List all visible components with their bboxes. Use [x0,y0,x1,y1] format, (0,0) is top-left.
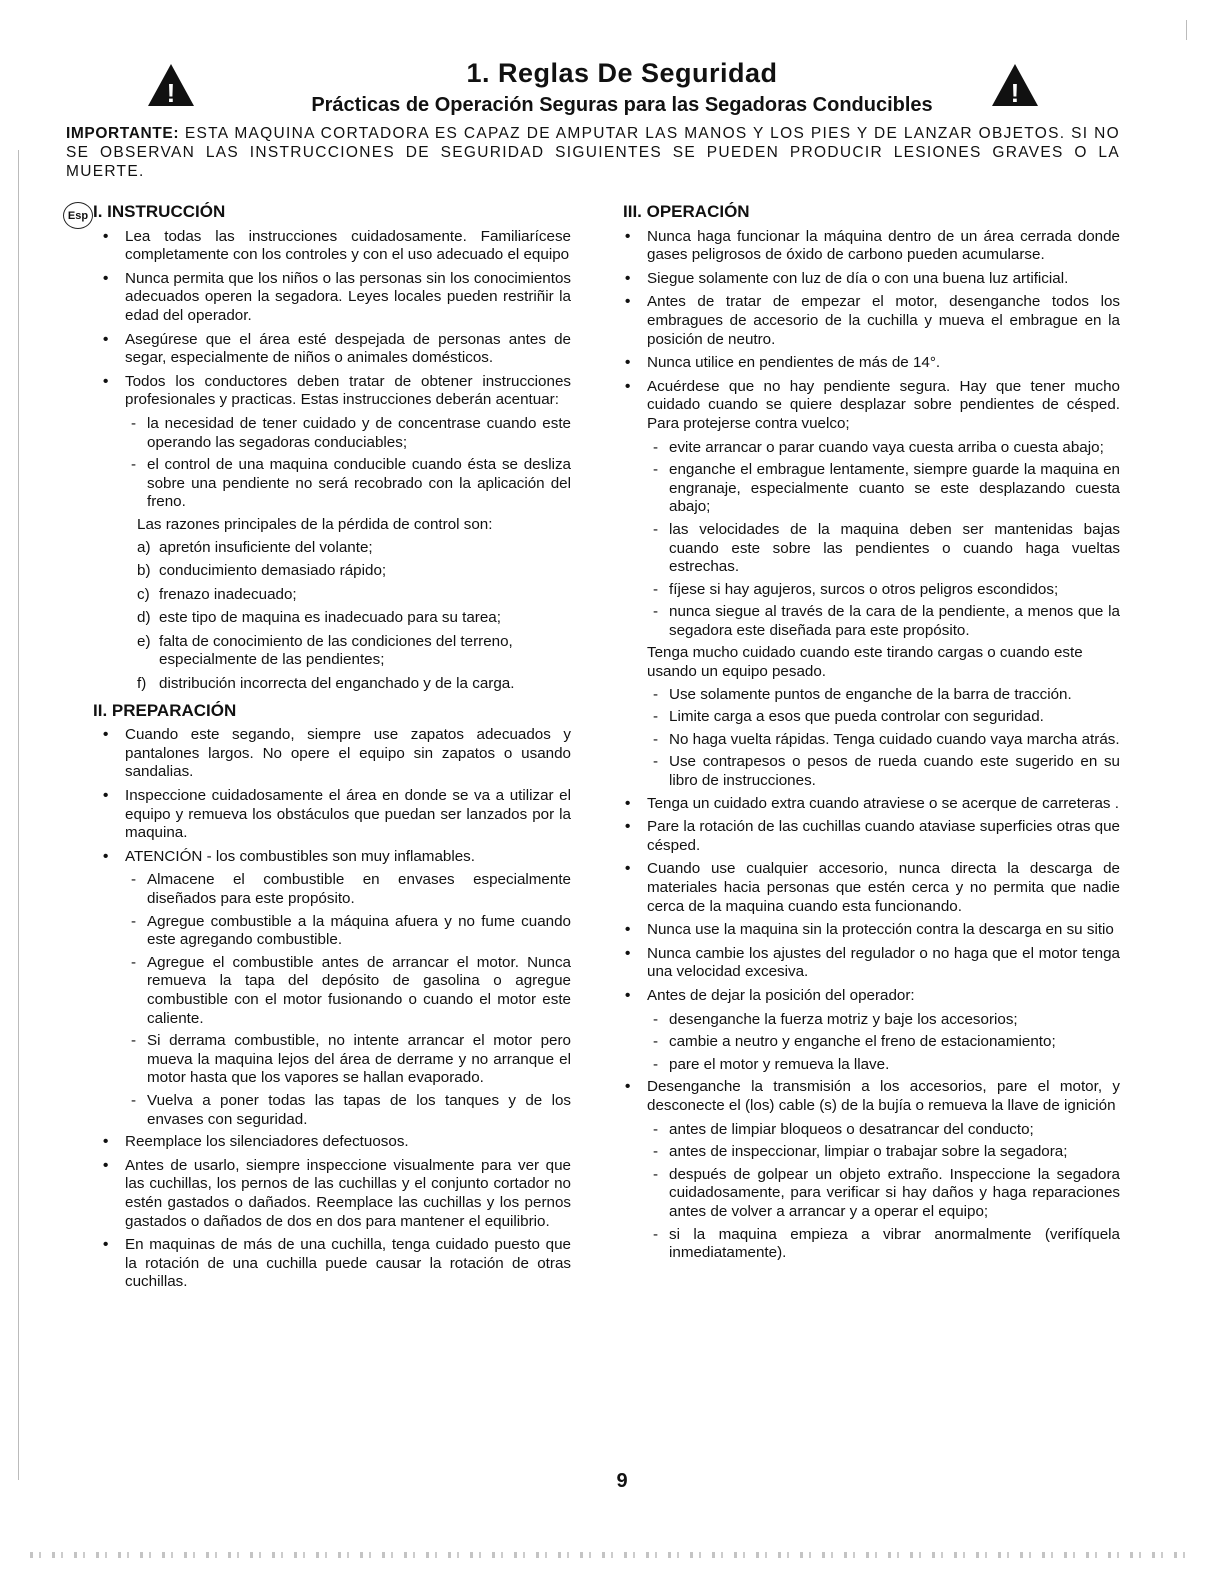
sub-item-text: Limite carga a esos que pueda controlar con seguridad. [669,708,1044,726]
bullet: • [625,377,631,395]
list-item [101,1133,571,1152]
caution-note: Tenga mucho cuidado cuando este tirando cargas o cuando este usando un equipo pesado. [647,644,1083,681]
section-heading-operacion: III. OPERACIÓN [623,202,750,221]
sub-item-text: la necesidad de tener cuidado y de concentrase cuando este operando las segadoras conduciables; [147,414,571,451]
sub-item [645,731,1120,750]
sub-item-text: evite arrancar o parar cuando vaya cuesta arriba o cuesta abajo; [669,438,1104,456]
list-item [101,848,571,867]
dash: - [653,461,659,479]
sub-item [645,1166,1120,1222]
sub-item-text: las velocidades de la maquina deben ser mantenidas bajas cuando este sobre las pendientes o cuando haga vueltas estrechas. [669,520,1120,576]
sub-item [123,871,571,908]
list-item [623,987,1120,1006]
sub-item-text: Si derrama combustible, no intente arrancar el motor pero mueva la maquina lejos del área de derrame y no arranque el motor hasta que los vapores se hallan evaporado. [147,1032,571,1087]
dash: - [131,1032,137,1050]
item-text: Tenga un cuidado extra cuando atraviese o se acerque de carreteras . [647,794,1119,812]
item-text: Inspeccione cuidadosamente el área en donde se va a utilizar el equipo y remueva los obstáculos que puedan ser lanzados por la maquina. [125,787,571,842]
sub-item [645,521,1120,577]
page-title: 1. Reglas De Seguridad [466,58,778,88]
sub-item [645,1143,1120,1162]
sub-item-text: Use solamente puntos de enganche de la barra de tracción. [669,685,1072,703]
dash: - [131,456,137,474]
sub-item-text: cambie a neutro y enganche el freno de estacionamiento; [669,1033,1056,1051]
scan-artifact [30,1552,1190,1558]
dash: - [653,1225,659,1243]
list-item [623,293,1120,349]
letter-mark: d) [137,609,151,627]
bullet: • [103,269,109,287]
dash: - [653,685,659,703]
left-column [93,202,571,1297]
bullet: • [625,293,631,311]
lettered-item [137,586,571,605]
list-item [623,795,1120,814]
important-text: ESTA MAQUINA CORTADORA ES CAPAZ DE AMPUTAR LAS MANOS Y LOS PIES Y DE LANZAR OBJETOS. SI NO SE OBSERVAN LAS INSTRUCCIONES DE SEGURIDAD SIGUIENTES SE PUEDEN PRODUCIR LESIONES GRAVES O LA MUERTE. [66,125,1120,180]
bullet: • [625,818,631,836]
reasons-intro: Las razones principales de la pérdida de control son: [137,515,493,533]
item-text: Acuérdese que no hay pendiente segura. Hay que tener mucho cuidado cuando se quiere desplazar sobre pendientes de césped. Para protejerse contra vuelco; [647,377,1120,432]
bullet: • [625,944,631,962]
sub-item [645,753,1120,790]
sub-item [645,1011,1120,1030]
sub-item-text: Vuelva a poner todas las tapas de los tanques y de los envases con seguridad. [147,1091,571,1128]
dash: - [653,603,659,621]
scan-edge-mark [1186,20,1187,40]
sub-item [645,708,1120,727]
dash: - [653,1120,659,1138]
lettered-item [137,675,571,694]
language-badge: Esp [63,202,93,229]
list-item [623,860,1120,916]
item-text: Siegue solamente con luz de día o con una buena luz artificial. [647,269,1069,287]
bullet: • [625,1078,631,1096]
sub-item-text: antes de limpiar bloqueos o desatrancar del conducto; [669,1120,1034,1138]
list-item [101,270,571,326]
bullet: • [625,269,631,287]
section-heading-preparacion: II. PREPARACIÓN [93,700,237,720]
sub-item [123,913,571,950]
dash: - [131,871,137,889]
sub-item [645,461,1120,517]
bullet: • [103,847,109,865]
bullet: • [103,787,109,805]
list-item [101,228,571,265]
sub-item [645,603,1120,640]
lettered-item [137,562,571,581]
scan-edge-line [18,150,19,1480]
dash: - [131,414,137,432]
lettered-item [137,609,571,628]
bullet: • [103,1133,109,1151]
item-text: Pare la rotación de las cuchillas cuando ataviase superficies otras que césped. [647,818,1120,854]
dash: - [653,1055,659,1073]
letter-text: distribución incorrecta del enganchado y de la carga. [159,675,515,693]
sub-item-text: si la maquina empieza a vibrar anormalmente (verifíquela inmediatamente). [669,1225,1120,1262]
letter-mark: b) [137,562,151,580]
dash: - [653,730,659,748]
list-item [623,270,1120,289]
sub-item-text: enganche el embrague lentamente, siempre guarde la maquina en engranaje, especialmente cuanto se este desplazando cuesta abajo; [669,461,1120,516]
sub-item-text: antes de inspeccionar, limpiar o trabajar sobre la segadora; [669,1143,1068,1161]
bullet: • [103,1236,109,1254]
item-text: Nunca permita que los niños o las personas sin los conocimientos adecuados operen la segadora. Leyes locales pueden restriñir la edad del operador. [125,269,571,324]
bullet: • [625,921,631,939]
bullet: • [625,354,631,372]
sub-item [123,954,571,1028]
list-item [623,1078,1120,1115]
letter-text: conducimiento demasiado rápido; [159,562,387,580]
bullet: • [625,860,631,878]
letter-mark: e) [137,632,151,650]
lettered-item [137,539,571,558]
dash: - [653,580,659,598]
letter-mark: c) [137,585,150,603]
letter-text: apretón insuficiente del volante; [159,538,373,556]
list-item [101,373,571,410]
dash: - [653,438,659,456]
sub-item [123,456,571,512]
bullet: • [625,986,631,1004]
item-text: Cuando use cualquier accesorio, nunca directa la descarga de materiales hacia personas que estén cerca y no permita que nadie cerca de la maquina cuando esta funcionando. [647,860,1120,915]
bullet: • [103,330,109,348]
item-text: Asegúrese que el área esté despejada de personas antes de segar, especialmente de niños o animales domésticos. [125,330,571,367]
sub-item-text: fíjese si hay agujeros, surcos o otros peligros escondidos; [669,580,1059,598]
sub-item-text: después de golpear un objeto extraño. Inspeccione la segadora cuidadosamente, para verificar si hay daños y haga reparaciones antes de volver a arrancar y a operar el equipo; [669,1165,1120,1220]
sub-item-text: pare el motor y remueva la llave. [669,1055,890,1073]
item-text: En maquinas de más de una cuchilla, tenga cuidado puesto que la rotación de una cuchilla puede causar la rotación de otras cuchillas. [125,1236,571,1291]
sub-item-text: desenganche la fuerza motriz y baje los accesorios; [669,1010,1018,1028]
bullet: • [103,227,109,245]
item-text: ATENCIÓN - los combustibles son muy inflamables. [125,847,475,865]
dash: - [131,912,137,930]
list-item [101,1157,571,1231]
dash: - [653,1033,659,1051]
svg-text:!: ! [166,78,176,108]
sub-item [123,1032,571,1088]
sub-item [123,415,571,452]
bullet: • [625,794,631,812]
sub-item-text: Agregue el combustible antes de arrancar el motor. Nunca remueva la tapa del depósito de gasolina o agregue combustible con el motor fusionando o cuando el motor este caliente. [147,953,571,1027]
list-item [623,945,1120,982]
list-item [101,331,571,368]
item-text: Nunca utilice en pendientes de más de 14°. [647,354,941,372]
sub-item-text: nunca siegue al través de la cara de la pendiente, a menos que la segadora este diseñada para este propósito. [669,603,1120,639]
dash: - [131,1091,137,1109]
important-notice [66,124,1120,181]
important-label: IMPORTANTE: [66,125,180,142]
item-text: Nunca use la maquina sin la protección contra la descarga en su sitio [647,921,1114,939]
dash: - [653,1165,659,1183]
dash: - [653,753,659,771]
item-text: Nunca cambie los ajustes del regulador o no haga que el motor tenga una velocidad excesiva. [647,944,1120,981]
list-item [101,1236,571,1292]
page-subtitle: Prácticas de Operación Seguras para las Segadoras Conducibles [311,94,933,116]
svg-text:!: ! [1010,78,1020,108]
letter-text: este tipo de maquina es inadecuado para su tarea; [159,609,501,627]
item-text: Reemplace los silenciadores defectuosos. [125,1133,409,1151]
dash: - [131,953,137,971]
dash: - [653,1010,659,1028]
sub-item [123,1092,571,1129]
sub-item [645,581,1120,600]
list-item [623,378,1120,434]
letter-mark: f) [137,675,147,693]
list-item [623,228,1120,265]
sub-item [645,1056,1120,1075]
page-number: 9 [616,1470,628,1492]
sub-item [645,439,1120,458]
bullet: • [625,227,631,245]
letter-text: falta de conocimiento de las condiciones del terreno, especialmente de las pendientes; [159,632,513,669]
sub-item [645,1226,1120,1263]
section-heading-instruccion: I. INSTRUCCIÓN [93,202,226,221]
item-text: Antes de tratar de empezar el motor, desenganche todos los embragues de accesorio de la cuchilla y mueva el embrague en la posición de neutro. [647,293,1120,348]
sub-item-text: Almacene el combustible en envases especialmente diseñados para este propósito. [147,871,571,907]
letter-mark: a) [137,538,151,556]
list-item [623,921,1120,940]
item-text: Antes de dejar la posición del operador: [647,986,915,1004]
bullet: • [103,372,109,390]
sub-item-text: No haga vuelta rápidas. Tenga cuidado cuando vaya marcha atrás. [669,730,1120,748]
sub-item-text: Use contrapesos o pesos de rueda cuando este sugerido en su libro de instrucciones. [669,753,1120,790]
bullet: • [103,1156,109,1174]
item-text: Nunca haga funcionar la máquina dentro de un área cerrada donde gases peligrosos de óxido de carbono pueden acumularse. [647,227,1120,264]
list-item [101,726,571,782]
dash: - [653,1143,659,1161]
bullet: • [103,726,109,744]
lettered-item [137,633,571,670]
sub-item-text: Agregue combustible a la máquina afuera y no fume cuando este agregando combustible. [147,912,571,949]
item-text: Desenganche la transmisión a los accesorios, pare el motor, y desconecte el (los) cable (s) de la bujía o remueva la llave de ignición [647,1078,1120,1114]
right-column [623,203,1120,1267]
sub-item-text: el control de una maquina conducible cuando ésta se desliza sobre una pendiente no será recobrado con la aplicación del freno. [147,456,571,511]
letter-text: frenazo inadecuado; [159,585,297,603]
sub-item [645,1033,1120,1052]
dash: - [653,708,659,726]
list-item [623,354,1120,373]
item-text: Cuando este segando, siempre use zapatos adecuados y pantalones largos. No opere el equipo sin zapatos o usando sandalias. [125,726,571,781]
list-item [623,818,1120,855]
item-text: Lea todas las instrucciones cuidadosamente. Familiarícese completamente con los controles y con el uso adecuado el equipo [125,227,571,264]
sub-item [645,686,1120,705]
dash: - [653,520,659,538]
sub-item [645,1121,1120,1140]
list-item [101,787,571,843]
item-text: Antes de usarlo, siempre inspeccione visualmente para ver que las cuchillas, los pernos de las cuchillas y el conjunto cortador no estén gastados o dañados. Reemplace las cuchillas y los pernos gastados o dañados de dos en dos para mantener el equilibrio. [125,1156,571,1230]
item-text: Todos los conductores deben tratar de obtener instrucciones profesionales y practicas. Estas instrucciones deberán acentuar: [125,372,571,409]
